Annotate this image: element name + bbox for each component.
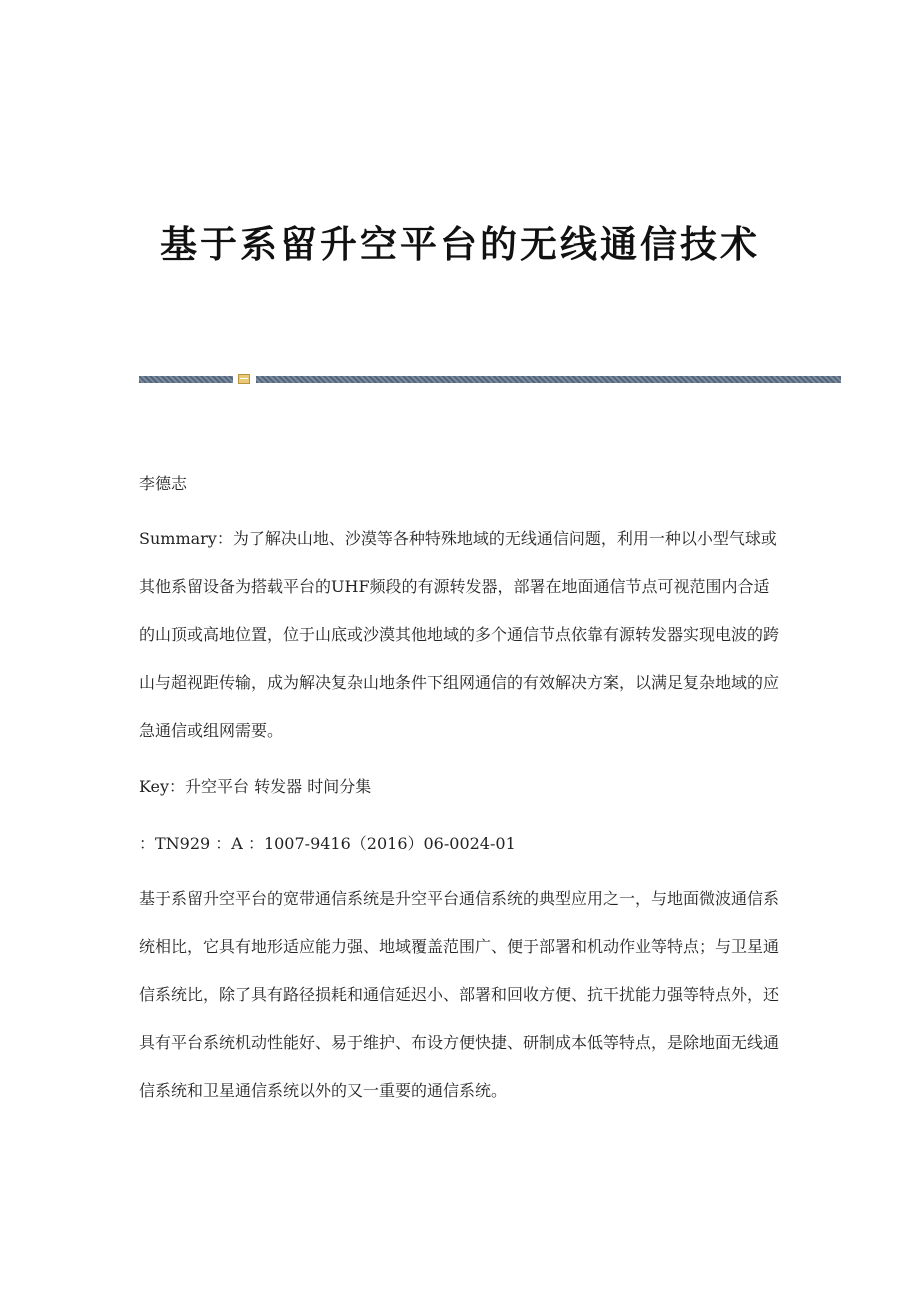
- divider-bar-left: [139, 376, 233, 383]
- title-divider: [139, 374, 841, 384]
- keywords-text: 升空平台 转发器 时间分集: [185, 777, 372, 796]
- envelope-icon: [238, 374, 250, 384]
- summary-label: Summary：: [139, 529, 233, 548]
- author-name: 李德志: [139, 474, 188, 493]
- body-paragraph: 基于系留升空平台的宽带通信系统是升空平台通信系统的典型应用之一，与地面微波通信系统相比，它具有地形适应能力强、地域覆盖范围广、便于部署和机动作业等特点；与卫星通信系统比，除了具有路径损耗和通信延迟小、部署和回收方便、抗干扰能力强等特点外，还具有平台系统机动性能好、易于维护、布设方便快捷、研制成本低等特点，是除地面无线通信系统和卫星通信系统以外的又一重要的通信系统。: [139, 889, 780, 1100]
- classification-line: ：TN929 ：A ：1007-9416（2016）06-0024-01: [139, 834, 516, 853]
- keywords-line: [139, 763, 779, 811]
- document-title: 基于系留升空平台的无线通信技术: [160, 222, 760, 266]
- summary-text: 为了解决山地、沙漠等各种特殊地域的无线通信问题，利用一种以小型气球或其他系留设备为搭载平台的UHF频段的有源转发器，部署在地面通信节点可视范围内合适的山顶或高地位置，位于山底或沙漠其他地域的多个通信节点依靠有源转发器实现电波的跨山与超视距传输，成为解决复杂山地条件下组网通信的有效解决方案，以满足复杂地域的应急通信或组网需要。: [139, 529, 780, 740]
- keywords-label: Key：: [139, 777, 186, 796]
- summary-paragraph: [139, 515, 779, 755]
- divider-bar-right: [256, 376, 841, 383]
